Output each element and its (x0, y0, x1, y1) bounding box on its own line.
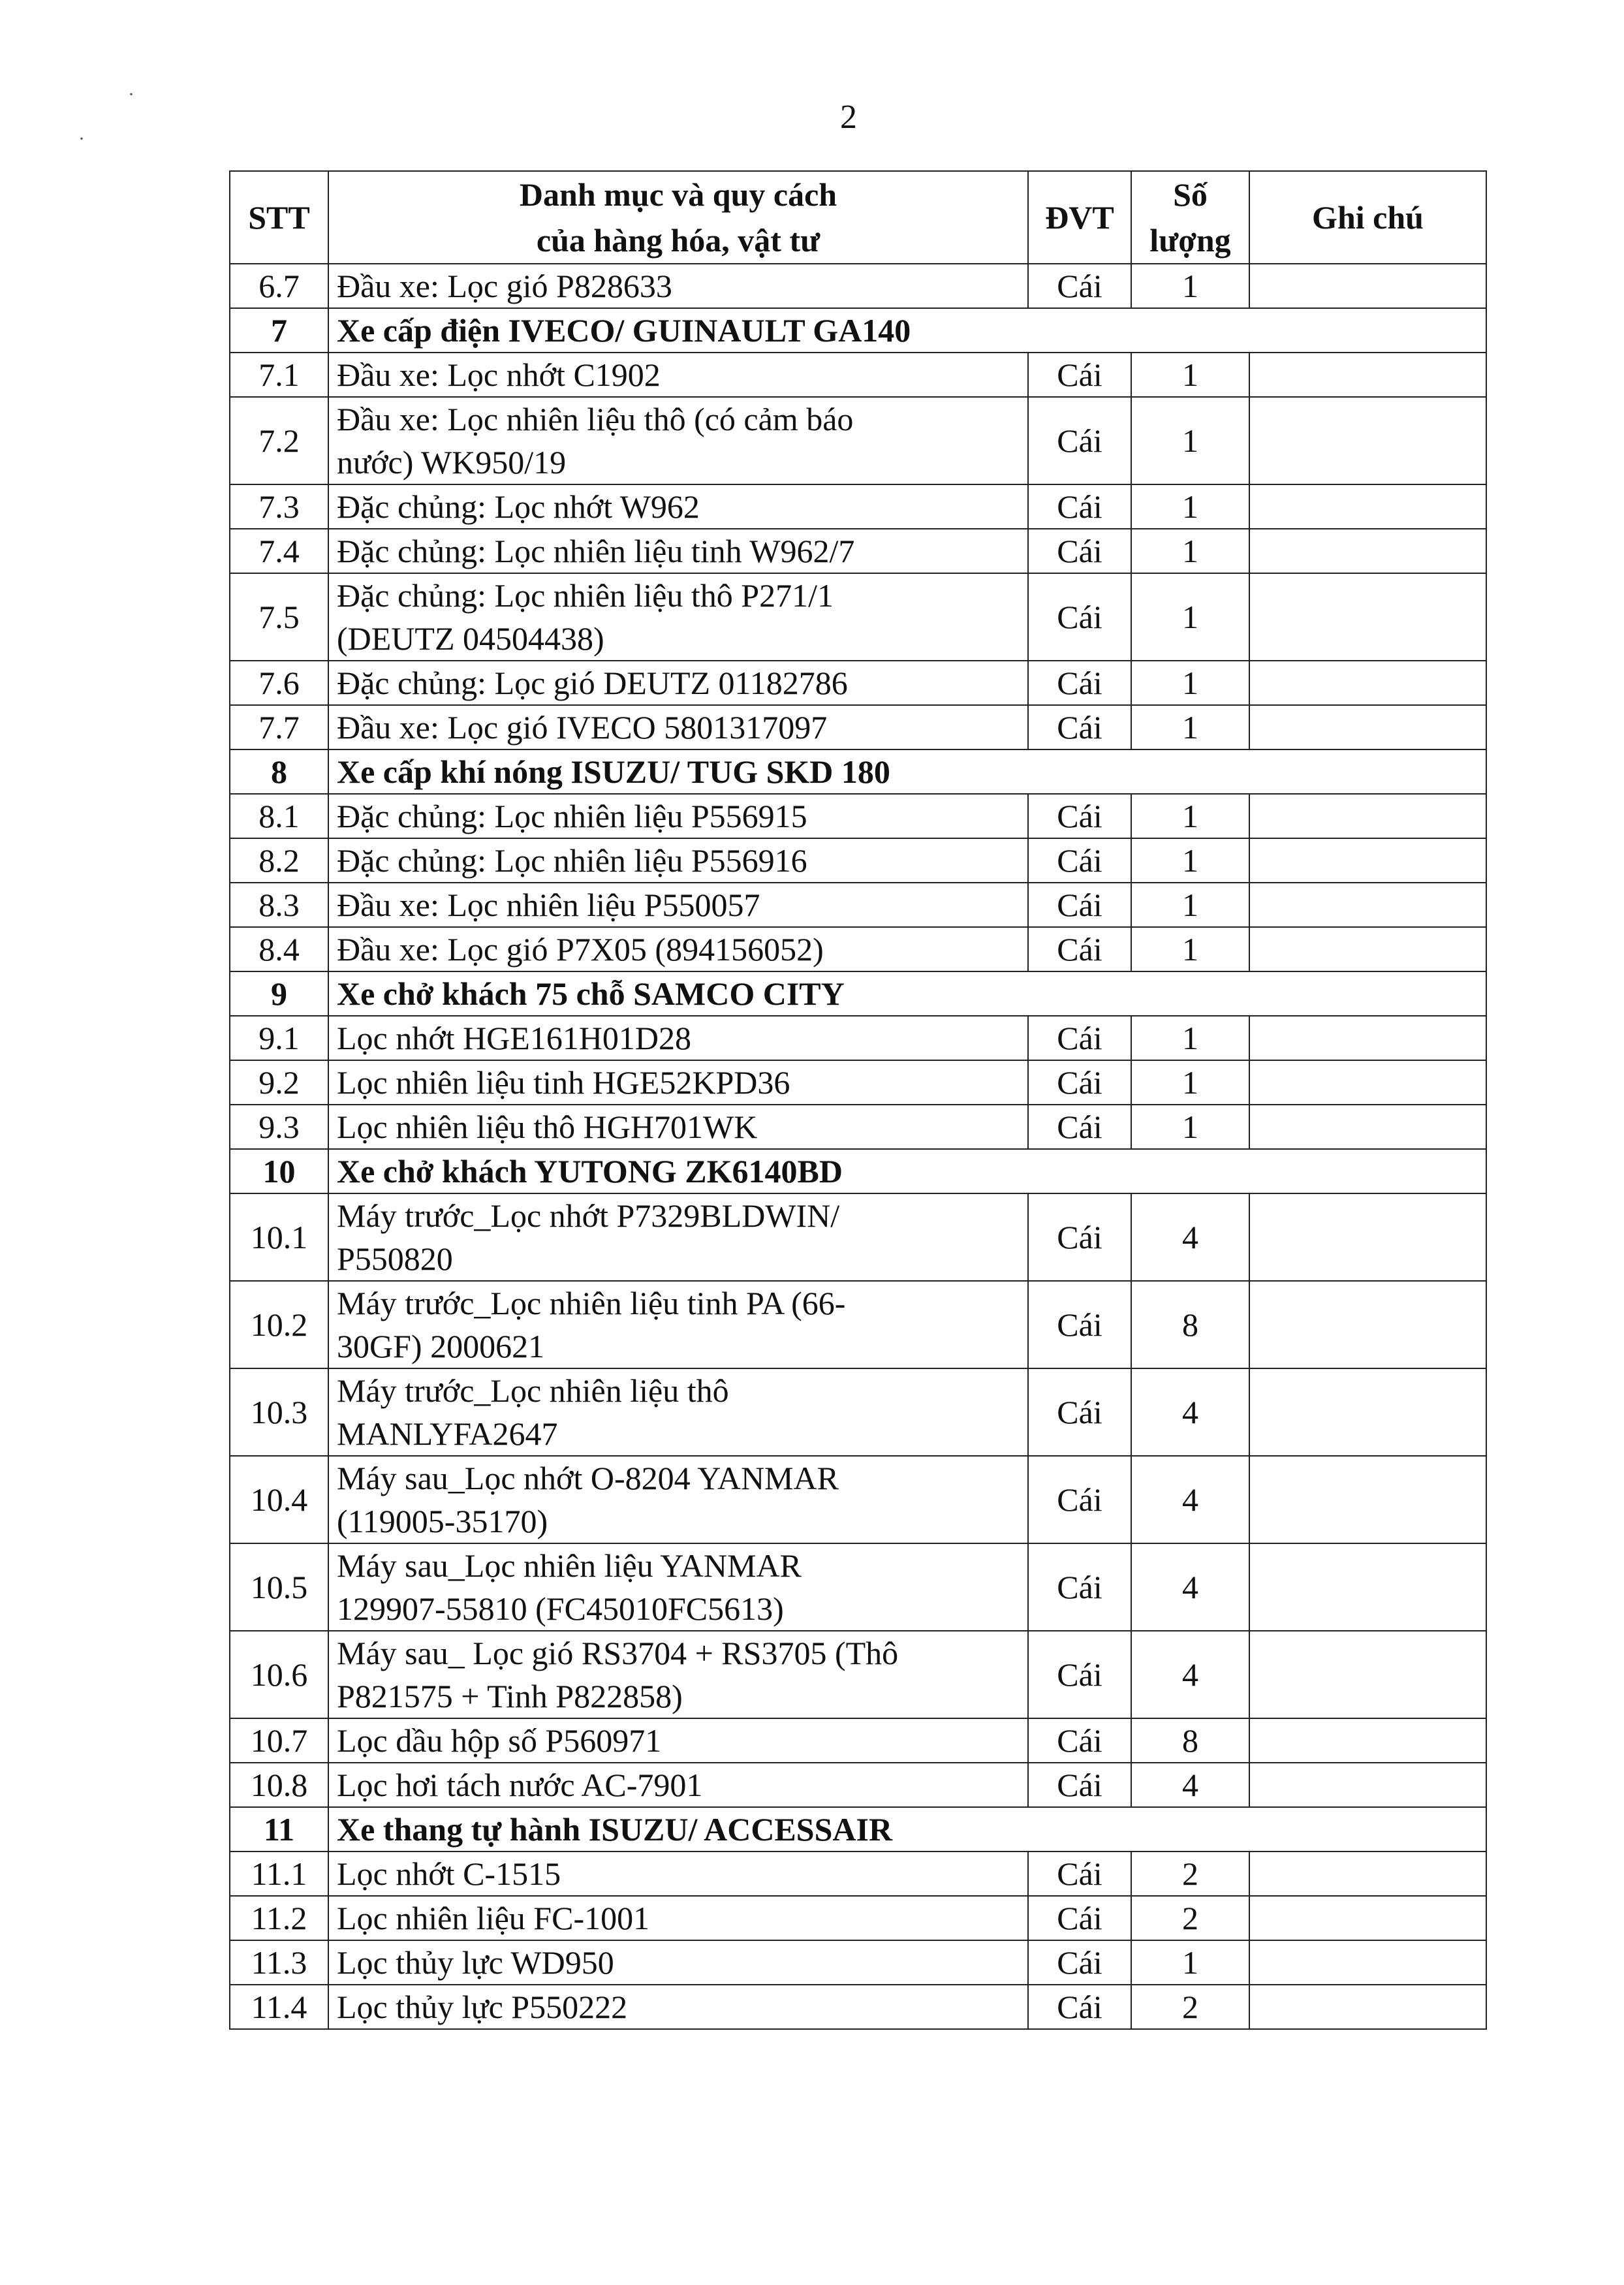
table-row (230, 529, 1486, 573)
item-description (328, 1985, 1028, 2029)
item-quantity: 1 (1131, 573, 1249, 661)
item-description (328, 1940, 1028, 1985)
item-quantity: 8 (1131, 1718, 1249, 1763)
item-unit: Cái (1028, 529, 1131, 573)
item-description-line: Lọc nhớt HGE161H01D28 (337, 1020, 692, 1056)
item-description (328, 883, 1028, 927)
item-note (1249, 484, 1486, 529)
item-description-line: P550820 (337, 1240, 453, 1277)
item-description (328, 1631, 1028, 1718)
item-quantity: 1 (1131, 883, 1249, 927)
item-quantity: 1 (1131, 529, 1249, 573)
item-description-line: Máy trước_Lọc nhiên liệu tinh PA (66- (337, 1285, 846, 1321)
item-unit: Cái (1028, 1718, 1131, 1763)
table-row (230, 1852, 1486, 1896)
item-quantity: 1 (1131, 353, 1249, 397)
item-unit: Cái (1028, 397, 1131, 484)
item-number: 9.3 (230, 1105, 328, 1149)
item-description-line: (DEUTZ 04504438) (337, 620, 604, 657)
item-description (328, 573, 1028, 661)
item-number: 11.3 (230, 1940, 328, 1985)
item-quantity: 4 (1131, 1543, 1249, 1631)
item-description-line: P821575 + Tinh P822858) (337, 1678, 683, 1714)
item-unit: Cái (1028, 1896, 1131, 1940)
item-unit: Cái (1028, 1985, 1131, 2029)
item-note (1249, 838, 1486, 883)
table-row (230, 1456, 1486, 1543)
item-description-line: Lọc hơi tách nước AC-7901 (337, 1767, 703, 1803)
table-row (230, 883, 1486, 927)
table-row (230, 1281, 1486, 1368)
table-row (230, 705, 1486, 749)
item-note (1249, 794, 1486, 838)
table-header-row (230, 171, 1486, 264)
item-note (1249, 1763, 1486, 1807)
table-row (230, 353, 1486, 397)
item-number: 7.3 (230, 484, 328, 529)
item-number: 10.5 (230, 1543, 328, 1631)
item-unit: Cái (1028, 1016, 1131, 1060)
header-unit: ĐVT (1028, 171, 1131, 264)
item-note (1249, 705, 1486, 749)
item-quantity: 1 (1131, 661, 1249, 705)
item-description (328, 705, 1028, 749)
item-description-line: Máy sau_ Lọc gió RS3704 + RS3705 (Thô (337, 1635, 899, 1671)
item-description (328, 1718, 1028, 1763)
item-description-line: Lọc thủy lực WD950 (337, 1944, 614, 1981)
item-unit: Cái (1028, 1631, 1131, 1718)
section-number: 7 (230, 308, 328, 353)
item-note (1249, 1718, 1486, 1763)
item-note (1249, 1896, 1486, 1940)
table-row (230, 1763, 1486, 1807)
section-row (230, 749, 1486, 794)
item-description-line: Đầu xe: Lọc gió P828633 (337, 268, 672, 304)
item-quantity: 8 (1131, 1281, 1249, 1368)
item-note (1249, 883, 1486, 927)
item-number: 7.1 (230, 353, 328, 397)
item-number: 7.7 (230, 705, 328, 749)
item-unit: Cái (1028, 705, 1131, 749)
header-item-description-line: của hàng hóa, vật tư (536, 222, 820, 259)
table-row (230, 927, 1486, 971)
table-row (230, 1016, 1486, 1060)
item-number: 10.1 (230, 1193, 328, 1281)
item-description (328, 353, 1028, 397)
item-note (1249, 661, 1486, 705)
item-quantity: 4 (1131, 1456, 1249, 1543)
materials-table (229, 170, 1487, 2030)
item-note (1249, 1543, 1486, 1631)
item-description (328, 1852, 1028, 1896)
table-row (230, 573, 1486, 661)
header-item-description-line: Danh mục và quy cách (519, 176, 837, 213)
item-quantity: 1 (1131, 1016, 1249, 1060)
item-description (328, 1368, 1028, 1456)
item-description (328, 1281, 1028, 1368)
item-quantity: 1 (1131, 705, 1249, 749)
item-note (1249, 397, 1486, 484)
table-row (230, 397, 1486, 484)
item-note (1249, 529, 1486, 573)
item-unit: Cái (1028, 883, 1131, 927)
item-description-line: Đầu xe: Lọc gió P7X05 (894156052) (337, 931, 824, 968)
item-number: 8.2 (230, 838, 328, 883)
item-description-line: Máy sau_Lọc nhớt O-8204 YANMAR (337, 1460, 839, 1496)
table-body (230, 264, 1486, 2029)
item-number: 11.1 (230, 1852, 328, 1896)
header-stt: STT (230, 171, 328, 264)
item-description-line: Đầu xe: Lọc gió IVECO 5801317097 (337, 709, 828, 746)
section-title: Xe chở khách 75 chỗ SAMCO CITY (328, 971, 1486, 1016)
item-description (328, 1543, 1028, 1631)
item-note (1249, 1281, 1486, 1368)
item-quantity: 1 (1131, 838, 1249, 883)
item-description-line: Đặc chủng: Lọc nhiên liệu thô P271/1 (337, 577, 834, 614)
item-description (328, 1016, 1028, 1060)
item-unit: Cái (1028, 838, 1131, 883)
item-number: 7.2 (230, 397, 328, 484)
item-description (328, 484, 1028, 529)
item-quantity: 2 (1131, 1896, 1249, 1940)
item-note (1249, 264, 1486, 308)
item-description (328, 1896, 1028, 1940)
header-quantity (1131, 171, 1249, 264)
item-unit: Cái (1028, 573, 1131, 661)
item-quantity: 1 (1131, 794, 1249, 838)
table-row (230, 794, 1486, 838)
item-quantity: 1 (1131, 1940, 1249, 1985)
item-number: 10.7 (230, 1718, 328, 1763)
table-row (230, 661, 1486, 705)
item-description (328, 1060, 1028, 1105)
table-row (230, 1543, 1486, 1631)
item-description-line: Đặc chủng: Lọc nhiên liệu P556915 (337, 798, 807, 834)
item-number: 7.6 (230, 661, 328, 705)
item-number: 8.3 (230, 883, 328, 927)
table-row (230, 1368, 1486, 1456)
item-number: 11.2 (230, 1896, 328, 1940)
section-title: Xe cấp điện IVECO/ GUINAULT GA140 (328, 308, 1486, 353)
item-description-line: Lọc thủy lực P550222 (337, 1989, 628, 2025)
item-description-line: Đặc chủng: Lọc nhớt W962 (337, 488, 700, 525)
item-number: 11.4 (230, 1985, 328, 2029)
item-unit: Cái (1028, 661, 1131, 705)
header-quantity-line: lượng (1149, 222, 1231, 259)
scan-speck: · (128, 84, 134, 105)
item-description-line: Đầu xe: Lọc nhiên liệu P550057 (337, 887, 760, 923)
item-description-line: Máy trước_Lọc nhớt P7329BLDWIN/ (337, 1197, 840, 1234)
item-number: 10.6 (230, 1631, 328, 1718)
item-note (1249, 1016, 1486, 1060)
table-row (230, 1105, 1486, 1149)
item-note (1249, 1852, 1486, 1896)
table-row (230, 264, 1486, 308)
item-description (328, 1763, 1028, 1807)
item-unit: Cái (1028, 1281, 1131, 1368)
section-number: 8 (230, 749, 328, 794)
item-unit: Cái (1028, 1940, 1131, 1985)
item-quantity: 4 (1131, 1631, 1249, 1718)
section-row (230, 971, 1486, 1016)
item-description-line: MANLYFA2647 (337, 1415, 558, 1452)
item-quantity: 2 (1131, 1985, 1249, 2029)
header-quantity-line: Số (1173, 176, 1208, 213)
item-description-line: Đầu xe: Lọc nhiên liệu thô (có cảm báo (337, 401, 854, 437)
item-note (1249, 353, 1486, 397)
item-note (1249, 1940, 1486, 1985)
item-description (328, 1193, 1028, 1281)
item-number: 6.7 (230, 264, 328, 308)
item-unit: Cái (1028, 1852, 1131, 1896)
header-note: Ghi chú (1249, 171, 1486, 264)
item-number: 10.2 (230, 1281, 328, 1368)
item-description (328, 1105, 1028, 1149)
section-title: Xe cấp khí nóng ISUZU/ TUG SKD 180 (328, 749, 1486, 794)
item-note (1249, 1456, 1486, 1543)
item-note (1249, 1105, 1486, 1149)
table-row (230, 838, 1486, 883)
item-number: 10.8 (230, 1763, 328, 1807)
item-unit: Cái (1028, 1456, 1131, 1543)
item-description-line: 30GF) 2000621 (337, 1328, 545, 1364)
item-quantity: 4 (1131, 1193, 1249, 1281)
item-quantity: 1 (1131, 264, 1249, 308)
scan-speck: · (78, 128, 85, 150)
item-description-line: Lọc nhiên liệu tinh HGE52KPD36 (337, 1064, 790, 1101)
item-description-line: Đặc chủng: Lọc gió DEUTZ 01182786 (337, 665, 848, 701)
item-description (328, 397, 1028, 484)
item-description (328, 264, 1028, 308)
item-quantity: 2 (1131, 1852, 1249, 1896)
section-number: 9 (230, 971, 328, 1016)
section-number: 11 (230, 1807, 328, 1852)
item-unit: Cái (1028, 1368, 1131, 1456)
table-row (230, 1193, 1486, 1281)
page-number: 2 (840, 99, 857, 136)
item-description-line: Lọc dầu hộp số P560971 (337, 1722, 662, 1759)
table-row (230, 1631, 1486, 1718)
item-description-line: Lọc nhiên liệu thô HGH701WK (337, 1109, 758, 1145)
item-unit: Cái (1028, 353, 1131, 397)
item-description-line: nước) WK950/19 (337, 444, 567, 481)
item-quantity: 1 (1131, 927, 1249, 971)
item-quantity: 1 (1131, 397, 1249, 484)
header-item-description (328, 171, 1028, 264)
item-unit: Cái (1028, 1543, 1131, 1631)
item-quantity: 1 (1131, 1060, 1249, 1105)
item-number: 8.4 (230, 927, 328, 971)
item-description-line: Đầu xe: Lọc nhớt C1902 (337, 356, 661, 393)
item-quantity: 4 (1131, 1763, 1249, 1807)
item-number: 10.3 (230, 1368, 328, 1456)
item-note (1249, 1060, 1486, 1105)
item-unit: Cái (1028, 794, 1131, 838)
item-description (328, 529, 1028, 573)
table-row (230, 1896, 1486, 1940)
item-description-line: (119005-35170) (337, 1503, 548, 1539)
item-description-line: Máy trước_Lọc nhiên liệu thô (337, 1372, 729, 1409)
item-unit: Cái (1028, 1193, 1131, 1281)
item-number: 7.5 (230, 573, 328, 661)
item-unit: Cái (1028, 484, 1131, 529)
item-description-line: Lọc nhớt C-1515 (337, 1855, 561, 1892)
item-description-line: Đặc chủng: Lọc nhiên liệu P556916 (337, 842, 807, 879)
item-description (328, 794, 1028, 838)
table-row (230, 1060, 1486, 1105)
item-note (1249, 1368, 1486, 1456)
item-unit: Cái (1028, 1763, 1131, 1807)
table-row (230, 1718, 1486, 1763)
item-number: 7.4 (230, 529, 328, 573)
item-quantity: 1 (1131, 1105, 1249, 1149)
item-description-line: Lọc nhiên liệu FC-1001 (337, 1900, 650, 1936)
section-title: Xe chở khách YUTONG ZK6140BD (328, 1149, 1486, 1193)
item-quantity: 1 (1131, 484, 1249, 529)
table-row (230, 1940, 1486, 1985)
item-unit: Cái (1028, 264, 1131, 308)
item-note (1249, 573, 1486, 661)
item-number: 10.4 (230, 1456, 328, 1543)
item-unit: Cái (1028, 1060, 1131, 1105)
item-description-line: 129907-55810 (FC45010FC5613) (337, 1590, 784, 1627)
item-number: 8.1 (230, 794, 328, 838)
item-note (1249, 927, 1486, 971)
table-row (230, 1985, 1486, 2029)
section-row (230, 1807, 1486, 1852)
item-description (328, 927, 1028, 971)
item-quantity: 4 (1131, 1368, 1249, 1456)
item-note (1249, 1631, 1486, 1718)
item-unit: Cái (1028, 1105, 1131, 1149)
section-number: 10 (230, 1149, 328, 1193)
table-row (230, 484, 1486, 529)
item-unit: Cái (1028, 927, 1131, 971)
item-number: 9.2 (230, 1060, 328, 1105)
item-note (1249, 1193, 1486, 1281)
item-description (328, 1456, 1028, 1543)
item-description-line: Máy sau_Lọc nhiên liệu YANMAR (337, 1547, 802, 1584)
item-description (328, 661, 1028, 705)
item-number: 9.1 (230, 1016, 328, 1060)
item-note (1249, 1985, 1486, 2029)
section-row (230, 1149, 1486, 1193)
section-row (230, 308, 1486, 353)
item-description-line: Đặc chủng: Lọc nhiên liệu tinh W962/7 (337, 533, 855, 569)
section-title: Xe thang tự hành ISUZU/ ACCESSAIR (328, 1807, 1486, 1852)
item-description (328, 838, 1028, 883)
